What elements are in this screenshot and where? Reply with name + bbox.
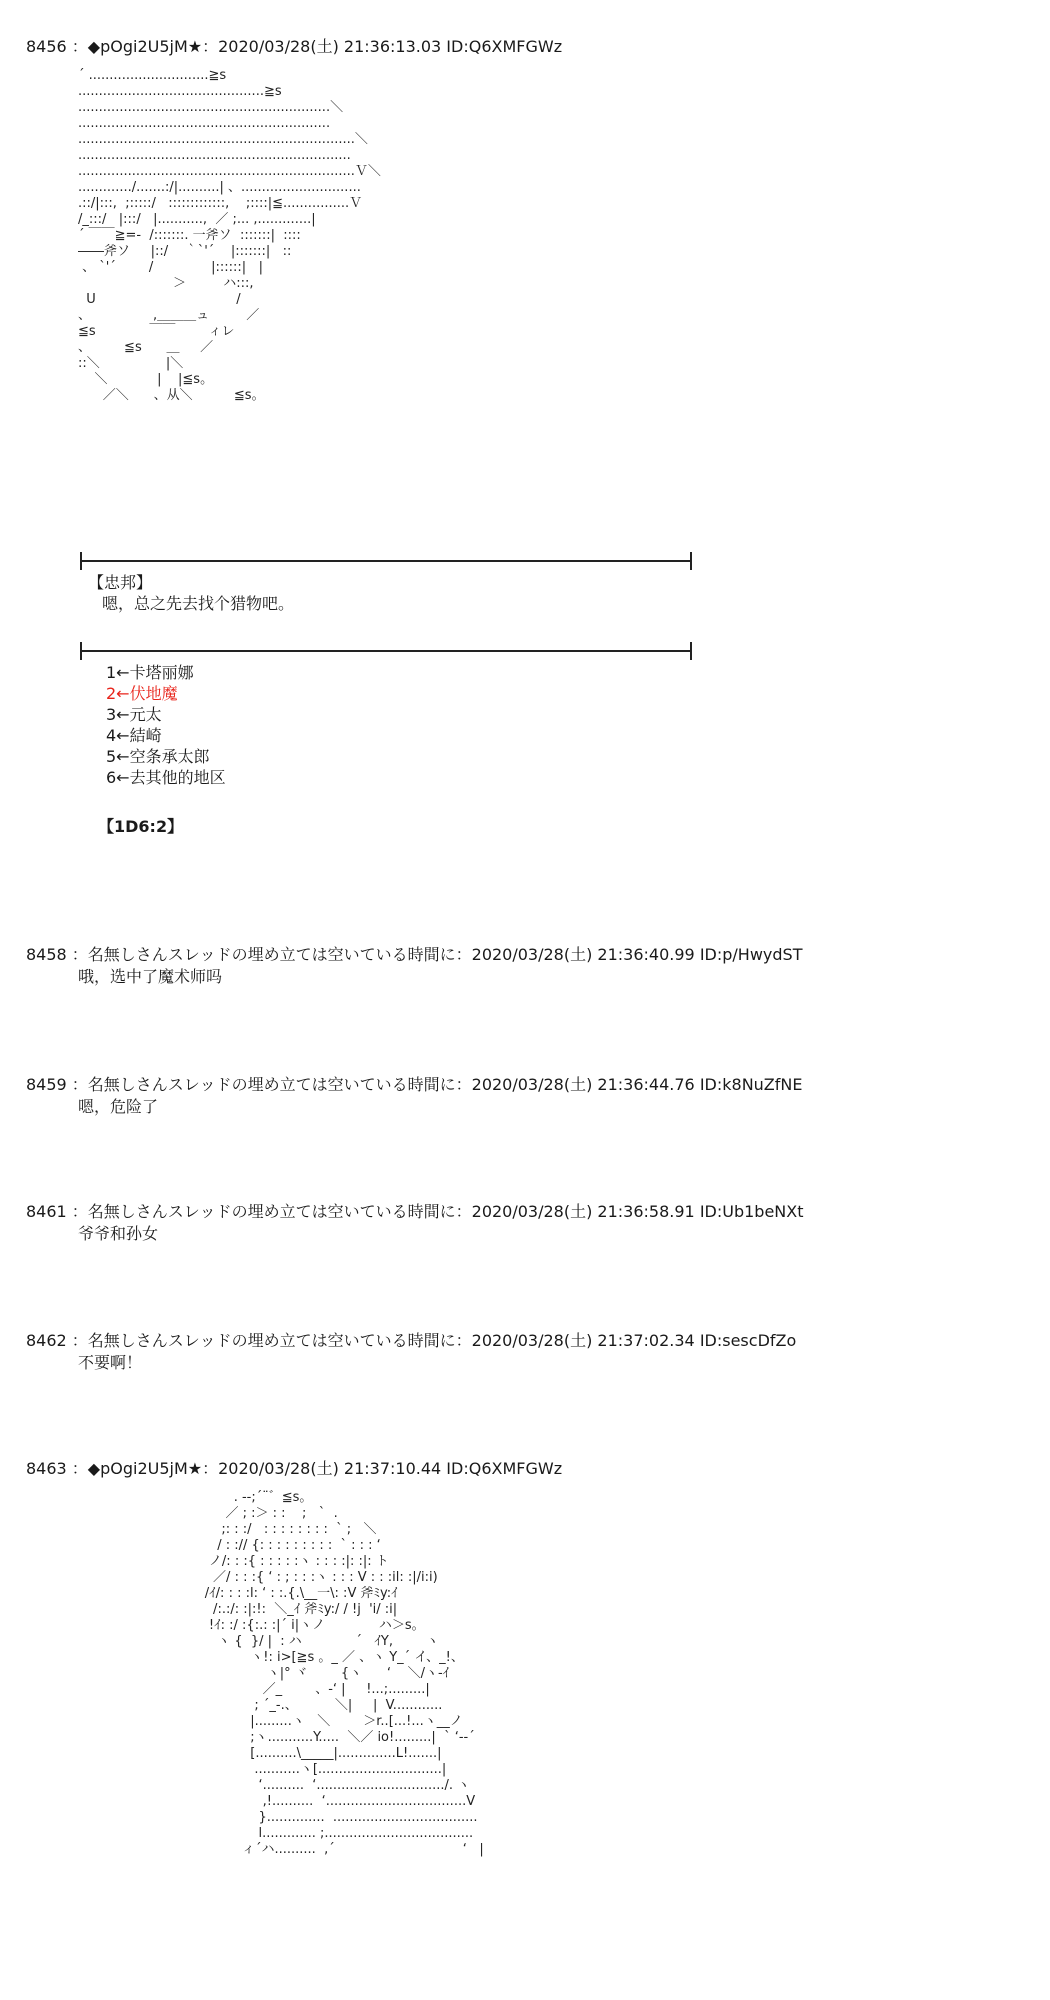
post-body: 嗯，危险了 bbox=[78, 1097, 159, 1116]
divider-cap-left bbox=[80, 642, 82, 660]
post-body: 爷爷和孙女 bbox=[78, 1224, 159, 1243]
dice-result: 【1D6:2】 bbox=[98, 817, 184, 836]
post-8462 bbox=[26, 1330, 1026, 1373]
ascii-art: ´ .............................≧s .............................................≧s .............................................................＼ ............................................................. ...................................................................＼ .................................................................. ...................................................................Ｖ＼ ............./.......:/|..........| 、............................. .::/|:::, ;:::::/ :::::::::::::, ;::::|≦................Ｖ /_:::/ |:::/ |..........., ／ ;... ,.............| ´ ￣￣≧=- /:::::::. 一斧ソ :::::::| :::: ――斧ソ |::/ ｀`'´ |:::::::| :: 、 `'´ / |::::::| | ＞ ハ:::, U / 、 ,＿＿＿ュ ／ ≦s ￣￣ ィレ 、 ≦s ＿ ／ ::＼ |＼ ＼ | |≦s。 ／＼ 、从＼ ≦s。 bbox=[78, 68, 381, 403]
speaker-line: 嗯，总之先去找个猎物吧。 bbox=[102, 594, 295, 613]
choice-list bbox=[106, 662, 226, 788]
speaker-name: 【忠邦】 bbox=[88, 573, 153, 592]
choice-item-4: 4←結崎 bbox=[106, 726, 162, 745]
post-body: 不要啊！ bbox=[78, 1353, 143, 1372]
post-8461 bbox=[26, 1201, 1026, 1244]
choice-item-6: 6←去其他的地区 bbox=[106, 768, 226, 787]
choice-item-2-selected: 2←伏地魔 bbox=[106, 684, 178, 703]
divider-cap-right bbox=[690, 552, 692, 570]
divider-cap-left bbox=[80, 552, 82, 570]
post-8463 bbox=[26, 1458, 1026, 1480]
speaker-box bbox=[88, 572, 294, 614]
post-header: 8461 ：名無しさんスレッドの埋め立ては空いている時間に：2020/03/28(土) 21:36:58.91 ID:Ub1beNXt bbox=[26, 1202, 804, 1221]
divider-line bbox=[80, 650, 692, 652]
divider-line bbox=[80, 560, 692, 562]
ascii-art: . -‐;´¨゛≦s。 ／ ; :＞ : : ; ` . ;: : :/ : : : : : : : : ` ; ＼ / : :// {: : : : : : : : : ` : : : ‘ ノ/: : :{ : : : : :ヽ : : : :|: :|: ト ／/ : : :{ ‘ : ; : : :ヽ : : : V : : :il: :|/i:i) /ｲ/: : : :l: ‘ : :.{.\__一\: :V 斧ﾐy:ｲ /:.:/: :|:!: ＼_ｲ 斧ﾐy:/ / !j 'i/ :i| !ｲ: :/ :{:.: :|´ i|ヽノ ハ＞s。 ヽ { }/ | : ハ ´ ｲY, ヽ ヽ!: i>[≧s 。_ ／ 、ヽ Y_´ イ、_!、 ヽ|° ヾ {ヽ ‘ ＼/ヽ-ｲ ／_ 、-‘ | !...;.........| ; ´_-.、 ＼| | V............ |.........ヽ ＼ ＞r..[...!...ヽ__ノ ;ヽ...........Y..... ＼／ io!.........| ` ‘‐-´ [..........\_____|..............L!.......| ...........ヽ[..............................| ‘.......... ‘.............................../. ヽ ,!.......... ‘..................................V }.............. ................................... l............. ;.................................... ィ´ハ.......... ,´ ‘ | bbox=[204, 1490, 484, 1857]
post-header: 8462 ：名無しさんスレッドの埋め立ては空いている時間に：2020/03/28(土) 21:37:02.34 ID:sescDfZo bbox=[26, 1331, 797, 1350]
post-header: 8459 ：名無しさんスレッドの埋め立ては空いている時間に：2020/03/28(土) 21:36:44.76 ID:k8NuZfNE bbox=[26, 1075, 803, 1094]
divider-cap-right bbox=[690, 642, 692, 660]
post-8459 bbox=[26, 1074, 1026, 1117]
post-8456 bbox=[26, 36, 1026, 58]
post-header: 8463 ：◆pOgi2U5jM★：2020/03/28(土) 21:37:10.44 ID:Q6XMFGWz bbox=[26, 1459, 563, 1478]
post-header: 8456 ：◆pOgi2U5jM★：2020/03/28(土) 21:36:13.03 ID:Q6XMFGWz bbox=[26, 37, 563, 56]
choice-item-3: 3←元太 bbox=[106, 705, 162, 724]
post-body: 哦，选中了魔术师吗 bbox=[78, 967, 223, 986]
post-8458 bbox=[26, 944, 1026, 987]
choice-item-1: 1←卡塔丽娜 bbox=[106, 663, 194, 682]
post-header: 8458 ：名無しさんスレッドの埋め立ては空いている時間に：2020/03/28(土) 21:36:40.99 ID:p/HwydST bbox=[26, 945, 803, 964]
choice-item-5: 5←空条承太郎 bbox=[106, 747, 210, 766]
